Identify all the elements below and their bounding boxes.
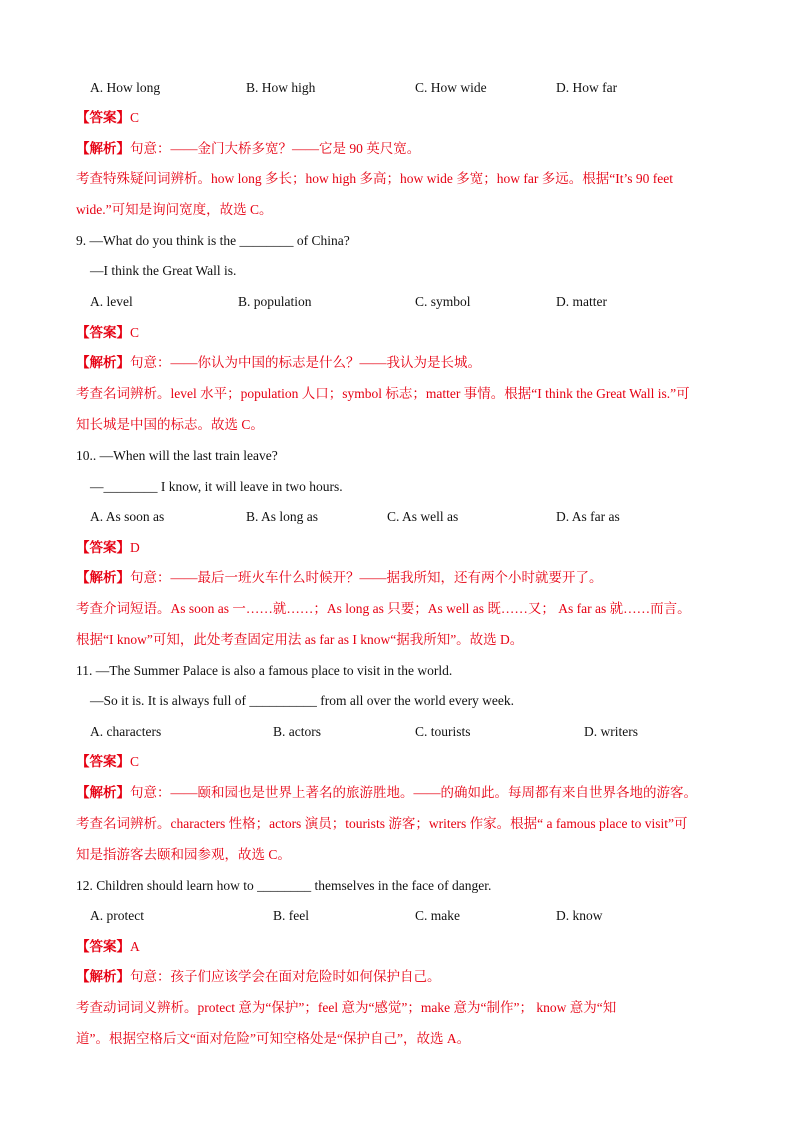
q10-option-c: C. As well as [387, 509, 459, 524]
q11-option-b: B. actors [273, 724, 321, 739]
answer-value: C [130, 754, 140, 769]
q10-stem: 10.. —When will the last train leave? [76, 448, 278, 463]
q9-option-d: D. matter [556, 294, 607, 309]
analysis-translation: 句意：——颐和园也是世界上著名的旅游胜地。——的确如此。每周都有来自世界各地的游客。 [130, 785, 697, 800]
analysis-tag: 【解析】 [76, 141, 130, 156]
analysis-translation: 句意：孩子们应该学会在面对危险时如何保护自己。 [130, 969, 441, 984]
analysis-tag: 【解析】 [76, 969, 130, 984]
q9-stem: 9. —What do you think is the ________ of China? [76, 233, 350, 248]
q12-stem: 12. Children should learn how to ________ themselves in the face of danger. [76, 878, 492, 893]
q10-analysis [76, 565, 603, 591]
answer-value: C [130, 110, 140, 125]
q10-answer [76, 535, 140, 561]
analysis-tag: 【解析】 [76, 785, 130, 800]
analysis-tag: 【解析】 [76, 570, 130, 585]
q9-explain-2: 知长城是中国的标志。故选 C。 [76, 417, 264, 432]
q11-option-a: A. characters [90, 724, 162, 739]
answer-value: C [130, 325, 140, 340]
q12-option-a: A. protect [90, 908, 144, 923]
q10-option-a: A. As soon as [90, 509, 165, 524]
q9-answer [76, 320, 139, 346]
q8-option-a: A. How long [90, 80, 161, 95]
q10-option-b: B. As long as [246, 509, 319, 524]
q9-explain-1: 考查名词辨析。level 水平；population 人口；symbol 标志；matter 事情。根据“I think the Great Wall is.”可 [76, 386, 690, 401]
q8-answer [76, 105, 139, 131]
q11-stem-2: —So it is. It is always full of __________ from all over the world every week. [90, 693, 515, 708]
q12-option-d: D. know [556, 908, 603, 923]
answer-value: A [130, 939, 140, 954]
analysis-translation: 句意：——金门大桥多宽？——它是 90 英尺宽。 [130, 141, 421, 156]
q12-answer [76, 934, 140, 960]
q9-analysis [76, 350, 481, 376]
q9-option-a: A. level [90, 294, 133, 309]
q8-option-d: D. How far [556, 80, 618, 95]
q8-explain-1: 考查特殊疑问词辨析。how long 多长；how high 多高；how wide 多宽；how far 多远。根据“It’s 90 feet [76, 171, 673, 186]
q8-explain-2: wide.”可知是询问宽度，故选 C。 [76, 202, 273, 217]
q12-option-c: C. make [415, 908, 460, 923]
q8-analysis [76, 136, 420, 162]
q11-explain-1: 考查名词辨析。characters 性格；actors 演员；tourists 游客；writers 作家。根据“ a famous place to visit”可 [76, 816, 688, 831]
q9-option-c: C. symbol [415, 294, 471, 309]
q10-explain-2: 根据“I know”可知，此处考查固定用法 as far as I know“据我所知”。故选 D。 [76, 632, 524, 647]
answer-tag: 【答案】 [76, 325, 130, 340]
analysis-translation: 句意：——你认为中国的标志是什么？——我认为是长城。 [130, 355, 481, 370]
q10-option-d: D. As far as [556, 509, 620, 524]
analysis-translation: 句意：——最后一班火车什么时候开？——据我所知，还有两个小时就要开了。 [130, 570, 603, 585]
q12-explain-2: 道”。根据空格后文“面对危险”可知空格处是“保护自己”，故选 A。 [76, 1031, 471, 1046]
q11-stem: 11. —The Summer Palace is also a famous place to visit in the world. [76, 663, 453, 678]
q11-option-c: C. tourists [415, 724, 471, 739]
q12-analysis [76, 964, 441, 990]
answer-value: D [130, 540, 140, 555]
q8-option-b: B. How high [246, 80, 316, 95]
answer-tag: 【答案】 [76, 110, 130, 125]
q10-explain-1: 考查介词短语。As soon as 一……就……；As long as 只要；As well as 既……又； As far as 就……而言。 [76, 601, 691, 616]
answer-tag: 【答案】 [76, 939, 130, 954]
q11-explain-2: 知是指游客去颐和园参观，故选 C。 [76, 847, 291, 862]
q12-explain-1: 考查动词词义辨析。protect 意为“保护”；feel 意为“感觉”；make 意为“制作”； know 意为“知 [76, 1000, 617, 1015]
q12-option-b: B. feel [273, 908, 309, 923]
answer-tag: 【答案】 [76, 754, 130, 769]
q9-option-b: B. population [238, 294, 312, 309]
q9-stem-2: —I think the Great Wall is. [90, 263, 237, 278]
q8-option-c: C. How wide [415, 80, 487, 95]
q11-answer [76, 749, 139, 775]
q11-option-d: D. writers [584, 724, 638, 739]
q10-stem-2: —________ I know, it will leave in two hours. [90, 479, 343, 494]
analysis-tag: 【解析】 [76, 355, 130, 370]
q11-analysis [76, 780, 697, 806]
answer-tag: 【答案】 [76, 540, 130, 555]
